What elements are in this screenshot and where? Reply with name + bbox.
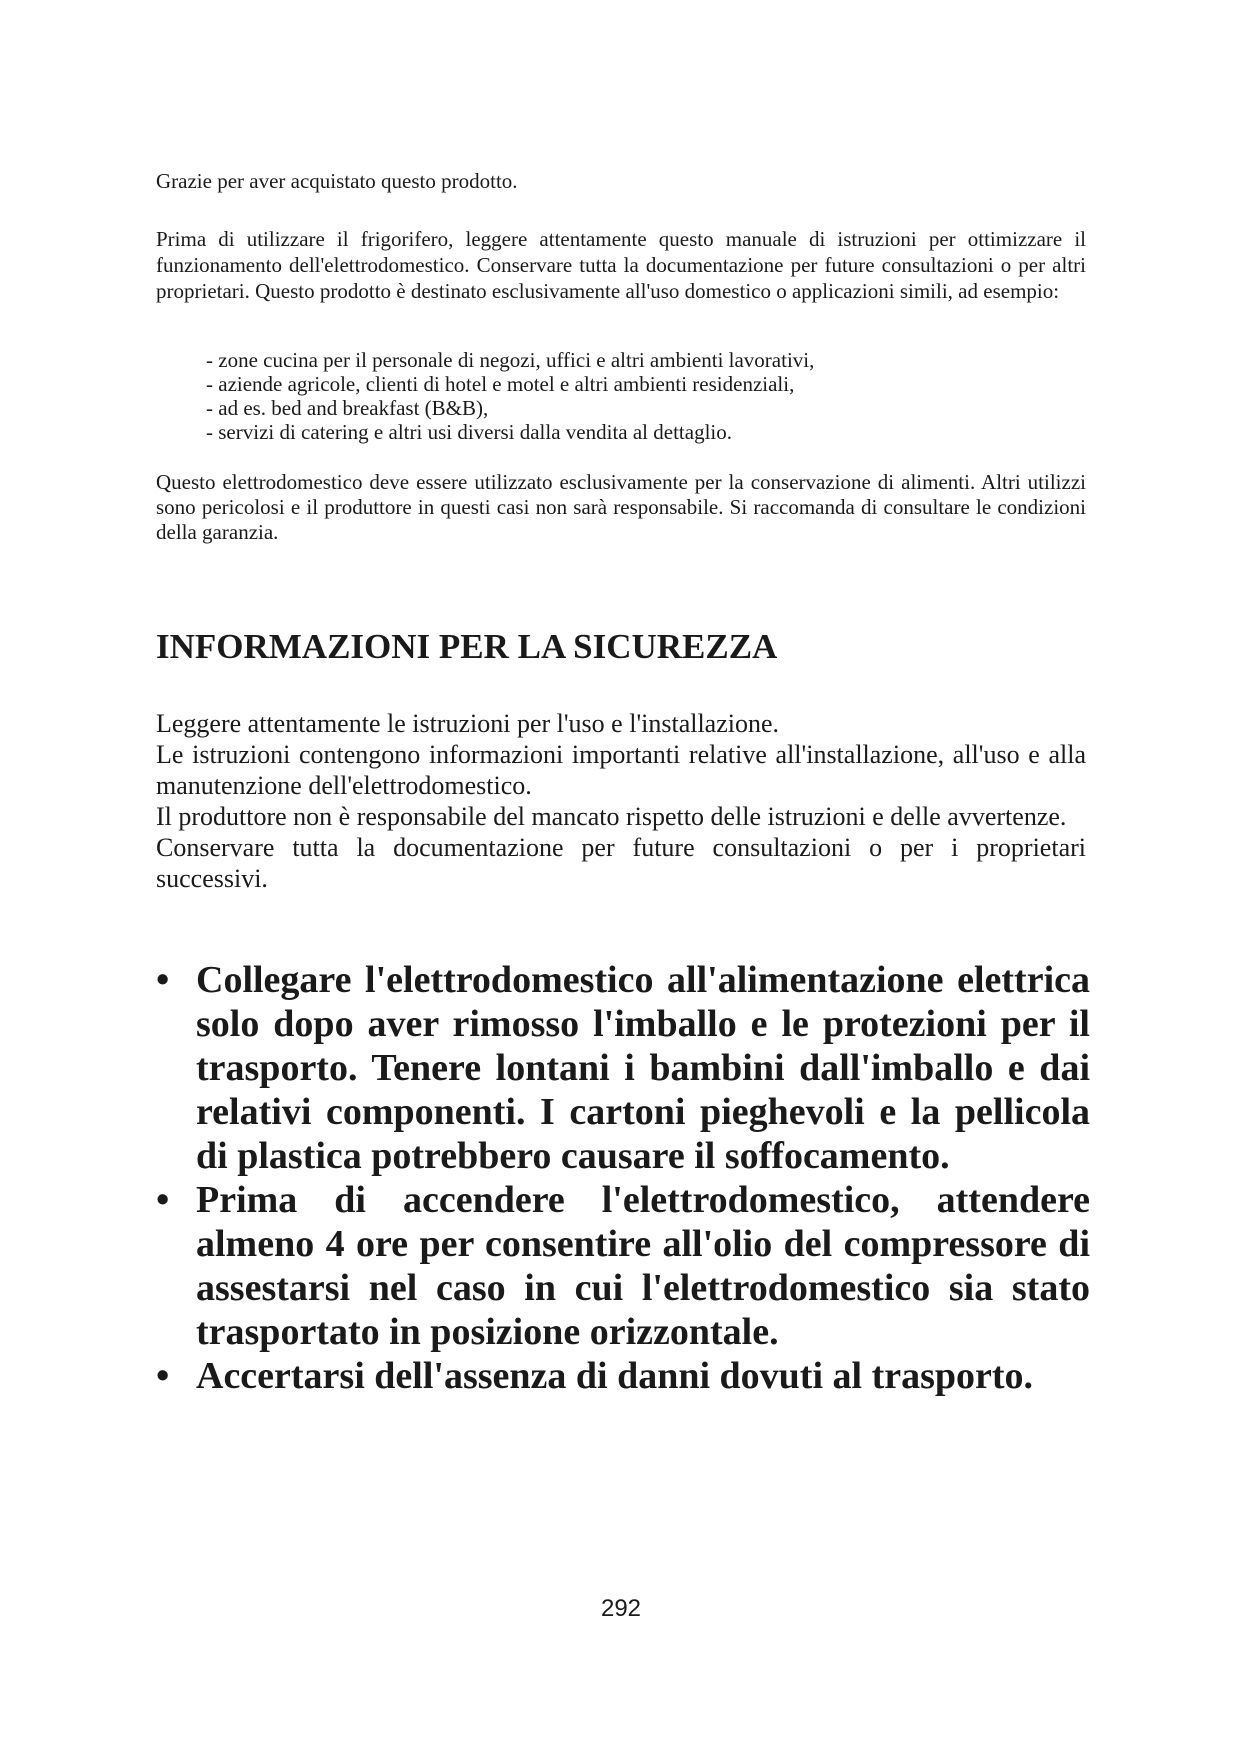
safety-warning-item — [156, 1178, 1090, 1354]
safety-warning-text: Accertarsi dell'assenza di danni dovuti al trasporto. — [196, 1355, 1034, 1397]
safety-warnings-list — [156, 958, 1090, 1398]
intended-uses-list — [206, 348, 1086, 444]
purpose-paragraph: Questo elettrodomestico deve essere utilizzato esclusivamente per la conservazione di alimenti. Altri utilizzi sono pericolosi e il produttore in questi casi non sarà responsabile. Si raccomanda di consultare le condizioni della garanzia. — [156, 470, 1086, 544]
intended-use-item: - aziende agricole, clienti di hotel e motel e altri ambienti residenziali, — [206, 372, 795, 396]
safety-intro-line: Leggere attentamente le istruzioni per l'uso e l'installazione. — [156, 709, 780, 738]
safety-warning-item — [156, 1354, 1090, 1398]
safety-warning-item — [156, 958, 1090, 1178]
safety-heading: INFORMAZIONI PER LA SICUREZZA — [156, 627, 778, 666]
thanks-text: Grazie per aver acquistato questo prodotto. — [156, 169, 518, 193]
intended-use-item: - ad es. bed and breakfast (B&B), — [206, 396, 489, 420]
page-number: 292 — [600, 1595, 642, 1622]
safety-intro — [156, 708, 1086, 894]
intended-use-item: - servizi di catering e altri usi diversi dalla vendita al dettaglio. — [206, 420, 732, 444]
intended-use-item: - zone cucina per il personale di negozi, uffici e altri ambienti lavorativi, — [206, 348, 815, 372]
bullet-icon: • — [156, 959, 170, 1001]
safety-intro-line: Conservare tutta la documentazione per future consultazioni o per i proprietari successivi. — [156, 833, 1086, 893]
intro-paragraph: Prima di utilizzare il frigorifero, leggere attentamente questo manuale di istruzioni per ottimizzare il funzionamento dell'elettrodomestico. Conservare tutta la documentazione per future consultazioni o per altri proprietari. Questo prodotto è destinato esclusivamente all'uso domestico o applicazioni simili, ad esempio: — [156, 227, 1086, 303]
bullet-icon: • — [156, 1355, 170, 1397]
bullet-icon: • — [156, 1179, 170, 1221]
safety-intro-line: Il produttore non è responsabile del mancato rispetto delle istruzioni e delle avvertenze. — [156, 802, 1067, 831]
safety-warning-text: Prima di accendere l'elettrodomestico, attendere almeno 4 ore per consentire all'olio del compressore di assestarsi nel caso in cui l'elettrodomestico sia stato trasportato in posizione orizzontale. — [196, 1179, 1090, 1353]
safety-warning-text: Collegare l'elettrodomestico all'alimentazione elettrica solo dopo aver rimosso l'imballo e le protezioni per il trasporto. Tenere lontani i bambini dall'imballo e dai relativi componenti. I cartoni pieghevoli e la pellicola di plastica potrebbero causare il soffocamento. — [196, 959, 1090, 1177]
safety-intro-line: Le istruzioni contengono informazioni importanti relative all'installazione, all'uso e alla manutenzione dell'elettrodomestico. — [156, 740, 1086, 800]
